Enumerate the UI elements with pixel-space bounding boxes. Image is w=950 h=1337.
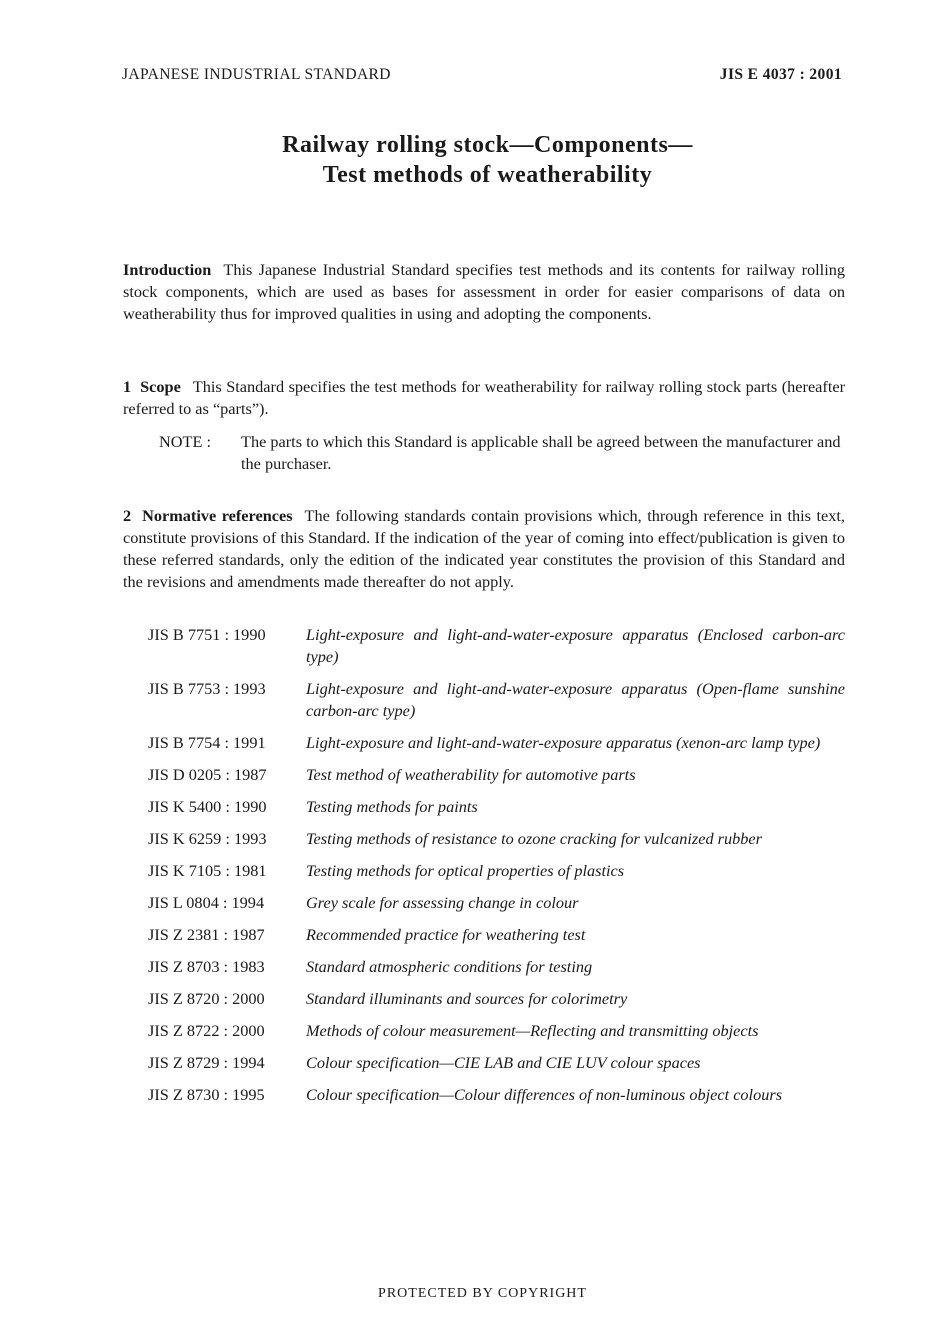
introduction-heading: Introduction <box>123 260 212 279</box>
reference-code: JIS B 7753 : 1993 <box>148 679 266 698</box>
reference-title: Grey scale for assessing change in colour <box>306 893 579 912</box>
scope-heading: 1 Scope <box>123 377 181 396</box>
footer-copyright: PROTECTED BY COPYRIGHT <box>378 1286 587 1301</box>
reference-item <box>148 924 845 946</box>
introduction-text: This Japanese Industrial Standard specifies test methods and its contents for railway rolling stock components, which are used as bases for assessment in order for easier comparisons of data on weatherability thus for improved qualities in using and adopting the components. <box>123 260 845 323</box>
reference-title: Light-exposure and light-and-water-exposure apparatus (Open-flame sunshine carbon-arc type) <box>306 679 845 720</box>
reference-code: JIS Z 2381 : 1987 <box>148 925 265 944</box>
reference-code: JIS Z 8720 : 2000 <box>148 989 265 1008</box>
reference-item <box>148 678 845 722</box>
introduction-paragraph <box>123 259 845 325</box>
reference-item <box>148 988 845 1010</box>
scope-text: This Standard specifies the test methods for weatherability for railway rolling stock parts (hereafter referred to as “parts”). <box>123 377 846 418</box>
note-text: The parts to which this Standard is applicable shall be agreed between the manufacturer and the purchaser. <box>241 432 841 473</box>
reference-title: Recommended practice for weathering test <box>306 925 586 944</box>
reference-code: JIS Z 8729 : 1994 <box>148 1053 265 1072</box>
reference-list <box>148 624 845 1116</box>
reference-title: Methods of colour measurement—Reflecting and transmitting objects <box>306 1021 759 1040</box>
reference-title: Colour specification—CIE LAB and CIE LUV colour spaces <box>306 1053 701 1072</box>
normative-references-heading: 2 Normative references <box>123 506 293 525</box>
reference-title: Standard atmospheric conditions for testing <box>306 957 593 976</box>
reference-code: JIS Z 8703 : 1983 <box>148 957 265 976</box>
reference-code: JIS K 7105 : 1981 <box>148 861 267 880</box>
reference-title: Test method of weatherability for automotive parts <box>306 765 636 784</box>
reference-code: JIS B 7754 : 1991 <box>148 733 266 752</box>
title-line-2: Test methods of weatherability <box>322 162 653 188</box>
reference-item <box>148 892 845 914</box>
header-left: JAPANESE INDUSTRIAL STANDARD <box>122 66 391 83</box>
scope-paragraph <box>123 376 845 420</box>
reference-item <box>148 1084 845 1106</box>
document-title <box>0 130 950 190</box>
reference-item <box>148 764 845 786</box>
reference-item <box>148 624 845 668</box>
reference-title: Colour specification—Colour differences of non-luminous object colours <box>306 1085 783 1104</box>
reference-title: Standard illuminants and sources for colorimetry <box>306 989 628 1008</box>
reference-title: Testing methods of resistance to ozone cracking for vulcanized rubber <box>306 829 762 848</box>
title-line-1: Railway rolling stock—Components— <box>282 132 693 158</box>
reference-code: JIS Z 8730 : 1995 <box>148 1085 265 1104</box>
reference-item <box>148 828 845 850</box>
reference-code: JIS Z 8722 : 2000 <box>148 1021 265 1040</box>
reference-title: Testing methods for optical properties of plastics <box>306 861 625 880</box>
reference-title: Light-exposure and light-and-water-exposure apparatus (Enclosed carbon-arc type) <box>306 625 845 666</box>
scope-note <box>159 431 845 475</box>
reference-item <box>148 796 845 818</box>
reference-code: JIS B 7751 : 1990 <box>148 625 266 644</box>
reference-title: Light-exposure and light-and-water-exposure apparatus (xenon-arc lamp type) <box>306 733 821 752</box>
reference-item <box>148 1052 845 1074</box>
reference-item <box>148 860 845 882</box>
normative-references-paragraph <box>123 505 845 593</box>
reference-item <box>148 956 845 978</box>
reference-item <box>148 1020 845 1042</box>
note-label: NOTE : <box>159 432 211 451</box>
reference-code: JIS K 5400 : 1990 <box>148 797 267 816</box>
reference-code: JIS K 6259 : 1993 <box>148 829 267 848</box>
normative-references-text: The following standards contain provisions which, through reference in this text, constitute provisions of this Standard. If the indication of the year of coming into effect/publication is given to these referred standards, only the edition of the indicated year constitutes the provision of this Standard and the revisions and amendments made thereafter do not apply. <box>123 506 845 591</box>
reference-title: Testing methods for paints <box>306 797 478 816</box>
reference-code: JIS D 0205 : 1987 <box>148 765 267 784</box>
reference-item <box>148 732 845 754</box>
header-standard-number: JIS E 4037 : 2001 <box>719 66 842 83</box>
reference-code: JIS L 0804 : 1994 <box>148 893 265 912</box>
